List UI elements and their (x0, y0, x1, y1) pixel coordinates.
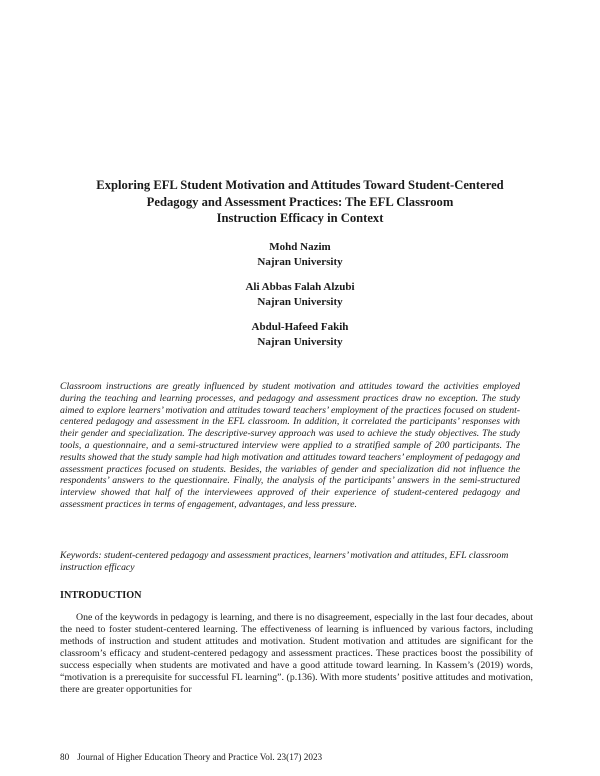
author-affiliation: Najran University (257, 336, 343, 348)
title-line-1: Exploring EFL Student Motivation and Attitudes Toward Student-Centered (96, 178, 504, 192)
title-line-3: Instruction Efficacy in Context (216, 211, 384, 225)
author-block-1 (100, 240, 500, 270)
author-name: Ali Abbas Falah Alzubi (245, 281, 355, 293)
keywords: Keywords: student-centered pedagogy and assessment practices, learners’ motivation and attitudes, EFL classroom instruction efficacy (60, 550, 509, 573)
title-line-2: Pedagogy and Assessment Practices: The EFL Classroom (146, 194, 454, 209)
author-name: Abdul-Hafeed Fakih (251, 321, 349, 333)
introduction-paragraph: One of the keywords in pedagogy is learning, and there is no disagreement, especially in the last four decades, about the need to foster student-centered learning. The effectiveness of learning is influenced by various factors, including methods of instruction and student attitudes and motivation. Student motivation and attitudes are significant for the classroom’s efficacy and student-centered pedagogy and assessment practices. These practices boost the possibility of success especially when students are motivated and have a good attitude toward learning. In Kassem’s (2019) words, “motivation is a prerequisite for successful FL learning”. (p.136). With more students’ positive attitudes and motivation, there are greater opportunities for (60, 612, 533, 695)
author-name: Mohd Nazim (269, 241, 331, 253)
journal-citation: Journal of Higher Education Theory and Practice Vol. 23(17) 2023 (77, 752, 323, 762)
section-heading-introduction: INTRODUCTION (60, 590, 142, 601)
abstract: Classroom instructions are greatly influenced by student motivation and attitudes toward the activities employed during the teaching and learning processes, and pedagogy and assessment practices draw no exception. The study aimed to explore learners’ motivation and attitudes toward teachers’ employment of the practices focused on student-centered pedagogy and assessment in the EFL classroom. In addition, it correlated the participants’ responses with their gender and specialization. The descriptive-survey approach was used to achieve the study objectives. The study tools, a questionnaire, and a semi-structured interview were applied to a stratified sample of 200 participants. The results showed that the study sample had high motivation and attitudes toward teachers’ employment of pedagogy and assessment practices focused on students. Besides, the variables of gender and specialization did not influence the respondents’ answers to the questionnaire. Finally, the analysis of the participants’ answers in the semi-structured interview showed that half of the interviewees approved of their experience of student-centered pedagogy and assessment practices in terms of engagement, advantages, and less pressure. (60, 381, 520, 510)
paper-title (40, 177, 560, 227)
page-footer (60, 752, 540, 763)
author-affiliation: Najran University (257, 256, 343, 268)
author-block-3 (100, 320, 500, 350)
author-affiliation: Najran University (257, 296, 343, 308)
page-number: 80 (60, 752, 70, 762)
author-block-2 (100, 280, 500, 310)
